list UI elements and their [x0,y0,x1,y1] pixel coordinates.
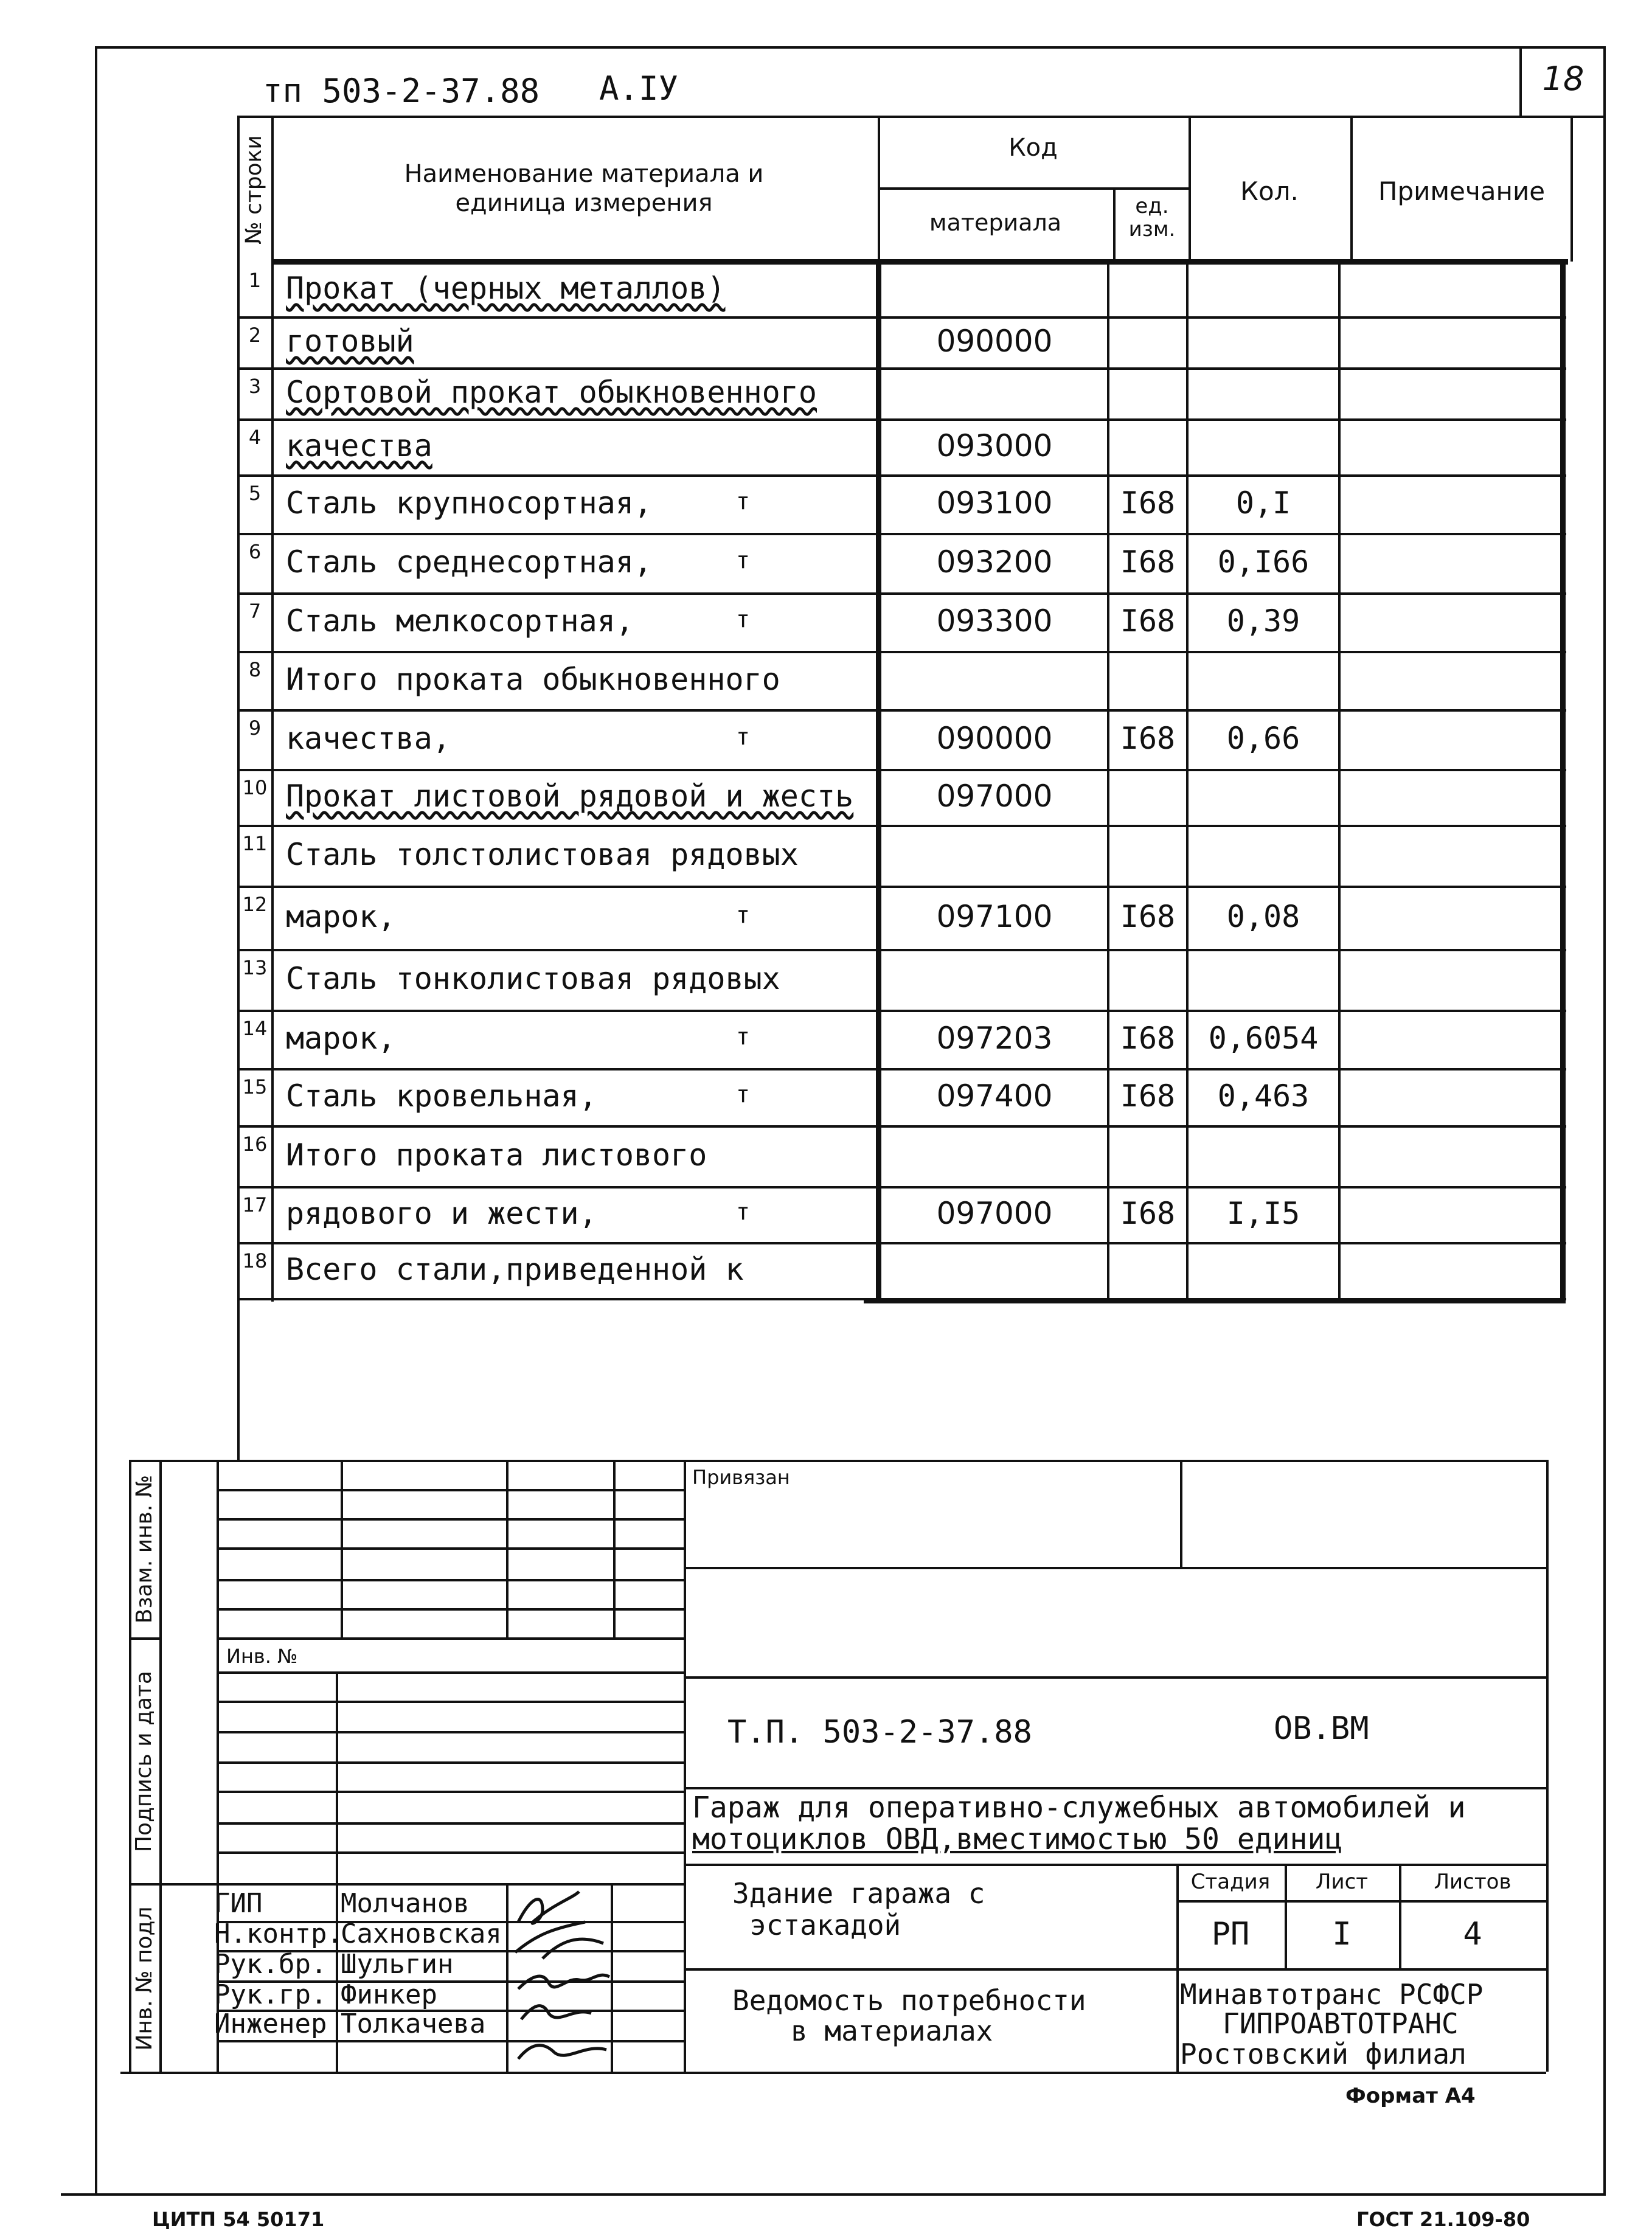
signer-name: Финкер [341,1979,437,2010]
grid-col-5 [684,1460,686,2072]
building-1: Здание гаража с [732,1877,985,1910]
material-name: рядового и жести, [286,1196,597,1231]
material-code: 097400 [936,1078,1053,1114]
sheets-label: Листов [1434,1870,1511,1894]
unit-label: т [736,901,750,928]
grid-row-1 [217,1489,684,1491]
sheets-value: 4 [1463,1916,1482,1952]
album-code: А.IУ [599,69,679,108]
signer-name: Толкачева [341,2008,486,2039]
row-separator [237,592,1566,595]
stage-label: Стадия [1190,1870,1271,1894]
unit-label: т [736,606,750,633]
signer-name: Молчанов [341,1888,470,1919]
signer-role: Рук.бр. [214,1949,327,1980]
quantity: 0,I66 [1217,544,1310,580]
privyazan-label: Привязан [692,1466,790,1489]
row-separator [237,316,1566,319]
note-col-line [1338,262,1341,1299]
unit-label: т [736,1081,750,1108]
frame-left [95,46,97,2193]
stage-col-left [1176,1864,1179,2072]
row-number: 5 [248,482,262,505]
material-code: 090000 [936,324,1053,359]
material-name: Всего стали,приведенной к [286,1252,744,1287]
row-separator [237,1010,1566,1012]
grid-row-11 [217,1791,684,1793]
building-2: эстакадой [749,1909,901,1941]
row-separator [237,949,1566,951]
row-number: 3 [248,375,262,398]
material-name: Сталь среднесортная, [286,544,653,580]
row-number: 13 [242,956,268,979]
quantity: 0,I [1235,485,1291,521]
row-separator [237,651,1566,653]
data-top-bold [271,259,1568,265]
doc-title-2: в материалах [791,2014,993,2047]
grid-row-2 [217,1518,684,1521]
frame-bottom [61,2193,1606,2196]
unit-label: т [736,1023,750,1050]
material-name: Прокат (черных металлов) [286,271,726,306]
stamp-side-inner [159,1460,162,2074]
stage-head-line [1176,1900,1546,1903]
stamp-row-e [684,1968,1546,1971]
stamp-row-a [684,1567,1546,1569]
stamp-row-c [684,1787,1546,1789]
row-number: 7 [248,600,262,623]
stamp-row-d [684,1864,1546,1866]
signer-name: Шульгин [341,1949,454,1980]
signer-name: Сахновская [341,1918,502,1949]
unit-code: I68 [1120,1196,1176,1231]
material-name: Сталь мелкосортная, [286,603,634,639]
row-separator [237,533,1566,535]
frame-top [95,46,1603,49]
material-code: 097203 [936,1021,1053,1056]
grid-row-10 [217,1761,684,1764]
unit-code: I68 [1120,899,1176,934]
material-name: качества, [286,721,451,756]
material-name: Сталь толстолистовая рядовых [286,837,799,872]
row-separator [237,769,1566,771]
name-header: Наименование материала и единица измерения [404,160,764,217]
material-code: 097100 [936,899,1053,934]
row-separator [237,418,1566,421]
row-number: 17 [242,1193,268,1216]
row-number: 6 [248,540,262,563]
footer-right: ГОСТ 21.109-80 [1356,2208,1530,2231]
stamp-row-b [684,1676,1546,1679]
code-header: Код [1008,134,1058,162]
material-name: Сталь тонколистовая рядовых [286,961,780,996]
material-code: 097000 [936,779,1053,814]
signer-role: Инженер [214,2008,327,2039]
unit-code: I68 [1120,1078,1176,1114]
org-1: Минавтотранс РСФСР [1180,1978,1484,2011]
material-code: 093000 [936,428,1053,463]
row-separator [237,1298,1566,1300]
grid-row-6 [217,1637,684,1640]
material-name: Прокат листовой рядовой и жесть [286,779,854,814]
row-number: 8 [248,658,262,681]
org-2: ГИПРОАВТОТРАНС [1223,2007,1459,2040]
grid-row-3 [217,1547,684,1550]
stamp-right [1546,1460,1549,2072]
material-name: качества [286,428,432,463]
row-number: 16 [242,1133,268,1156]
material-name: Итого проката листового [286,1137,707,1173]
row-number: 18 [242,1249,268,1272]
row-separator [237,1068,1566,1070]
qty-header: Кол. [1240,176,1299,206]
row-separator [237,1125,1566,1128]
note-header: Примечание [1378,176,1546,206]
unit-label: т [736,723,750,750]
material-code: 093100 [936,485,1053,521]
doc-code: тп 503-2-37.88 [263,72,540,110]
material-code: 097000 [936,1196,1053,1231]
grid-row-12 [217,1822,684,1825]
unit-code: I68 [1120,544,1176,580]
material-name: Сталь крупносортная, [286,485,653,521]
side-label-podpis: Подпись и дата [131,1670,156,1853]
inv-no-label: Инв. № [226,1645,298,1668]
code-col-bold [876,259,881,1300]
qty-col-line [1186,262,1189,1299]
row-number: 2 [248,324,262,347]
right-col-bold [1560,259,1566,1300]
row-number: 12 [242,893,268,916]
signer-role: Рук.гр. [214,1979,327,2010]
unit-label: т [736,488,750,515]
grid-row-9 [217,1731,684,1733]
grid-row-4 [217,1579,684,1581]
code-material-header: материала [929,209,1062,236]
material-name: Сортовой прокат обыкновенного [286,375,817,410]
sheet-label: Лист [1315,1870,1369,1894]
sheet-box-left [1519,46,1522,116]
privyazan-divider [1180,1460,1182,1567]
material-name: Сталь кровельная, [286,1078,597,1114]
row-number: 4 [248,426,262,449]
designation: Т.П. 503-2-37.88 [727,1714,1032,1750]
col-rowno-line [271,116,274,1302]
row-separator [237,367,1566,370]
sheet-value: I [1332,1916,1352,1952]
grid-row-8 [217,1701,684,1703]
code-subhead-line [878,187,1189,190]
quantity: 0,463 [1217,1078,1310,1114]
quantity: 0,66 [1226,721,1300,756]
unit-col-line [1107,262,1109,1299]
row-separator [237,1242,1566,1244]
row-number: 10 [242,776,268,799]
quantity: 0,39 [1226,603,1300,639]
unit-code: I68 [1120,485,1176,521]
stamp-bottom [120,2072,1546,2074]
grid-row-7 [217,1671,684,1674]
frame-right [1603,46,1606,2193]
project-title-2: мотоциклов ОВД,вместимостью 50 единиц [692,1822,1343,1856]
unit-code: I68 [1120,1021,1176,1056]
unit-code: I68 [1120,603,1176,639]
material-name: Итого проката обыкновенного [286,662,780,697]
project-title-1: Гараж для оперативно-служебных автомобилей и [692,1791,1466,1825]
doc-title-1: Ведомость потребности [732,1984,1086,2017]
unit-label: т [736,1198,750,1225]
grid-row-13 [217,1851,684,1854]
unit-code: I68 [1120,721,1176,756]
sheet-number: 18 [1542,60,1584,98]
row-number: 1 [248,269,262,292]
designation-code: ОВ.ВМ [1274,1710,1369,1747]
row-separator [237,1186,1566,1188]
quantity: I,I5 [1226,1196,1300,1231]
left-continuation [237,1289,240,1460]
org-3: Ростовский филиал [1180,2038,1466,2070]
signer-role: ГИП [214,1888,263,1919]
material-code: 090000 [936,721,1053,756]
signer-role: Н.контр. [214,1918,343,1949]
grid-row-5 [217,1608,684,1611]
row-number: 11 [242,832,268,855]
quantity: 0,6054 [1208,1021,1319,1056]
table-top-line [237,116,1573,118]
footer-left: ЦИТП 54 50171 [152,2208,325,2231]
table-left-line [237,116,240,1289]
row-separator [237,825,1566,827]
stage-value: РП [1211,1916,1250,1952]
unit-label: т [736,547,750,574]
material-name: готовый [286,324,414,359]
rowno-header: № строки [241,135,266,245]
material-name: марок, [286,899,396,934]
table-right-head [1570,116,1573,262]
material-name: марок, [286,1021,396,1056]
row-number: 15 [242,1075,268,1098]
side-label-vzam: Взам. инв. № [132,1474,157,1624]
row-number: 14 [242,1017,268,1040]
row-separator [237,709,1566,712]
code-unit-header: ед. изм. [1128,194,1176,241]
row-separator [237,886,1566,888]
format-label: Формат А4 [1345,2084,1476,2108]
material-code: 093200 [936,544,1053,580]
material-code: 093300 [936,603,1053,639]
row-number: 9 [248,716,262,740]
row-separator [237,474,1566,477]
side-label-inv: Инв. № подл [132,1906,157,2051]
quantity: 0,08 [1226,899,1300,934]
signature-scribbles [506,1886,616,2071]
